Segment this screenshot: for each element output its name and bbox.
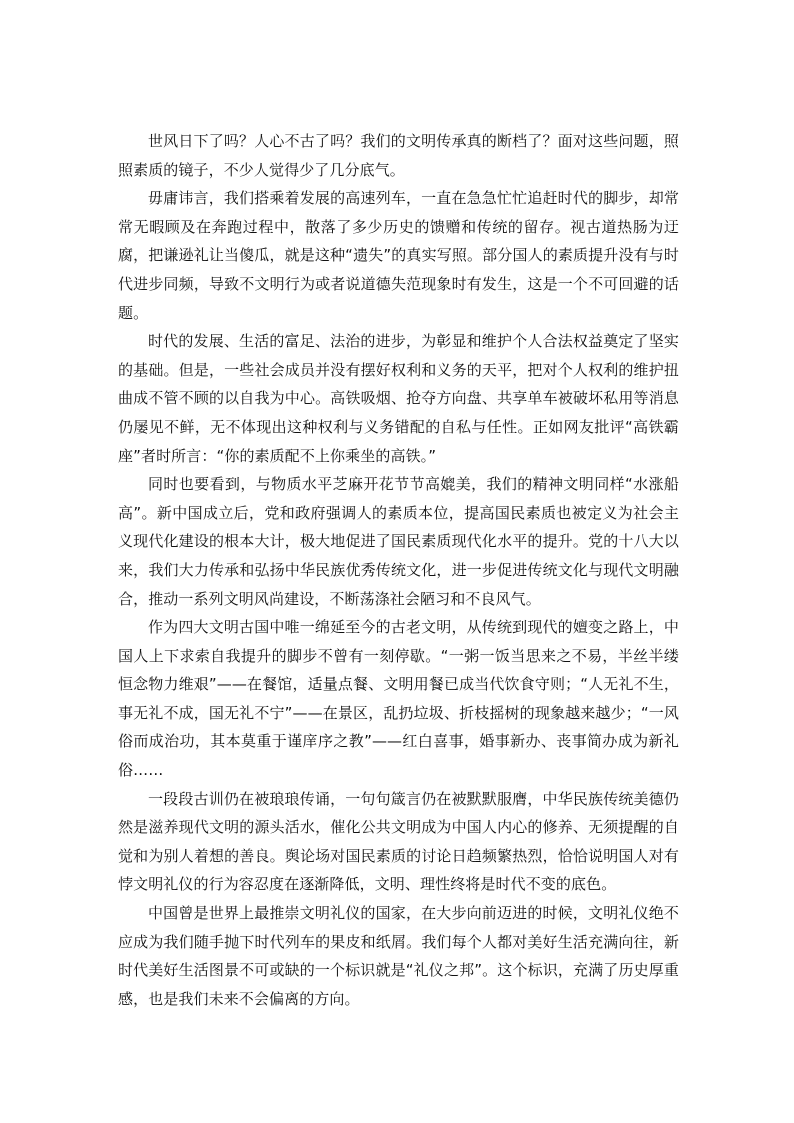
paragraph-3: 时代的发展、生活的富足、法治的进步，为彰显和维护个人合法权益奠定了坚实的基础。但是，一些社会成员并没有摆好权利和义务的天平，把对个人权利的维护扭曲成不管不顾的以自我为中心。高铁吸烟、抢夺方向盘、共享单车被破坏私用等消息仍屡见不鲜，无不体现出这种权利与义务错配的自私与任性。正如网友批评“高铁霸座”者时所言：“你的素质配不上你乘坐的高铁。” xyxy=(118,332,679,465)
paragraph-1: 世风日下了吗？人心不古了吗？我们的文明传承真的断档了？面对这些问题，照照素质的镜子，不少人觉得少了几分底气。 xyxy=(118,132,679,179)
paragraph-6: 一段段古训仍在被琅琅传诵，一句句箴言仍在被默默服膺，中华民族传统美德仍然是滋养现代文明的源头活水，催化公共文明成为中国人内心的修养、无须提醒的自觉和为别人着想的善良。舆论场对国民素质的讨论日趋频繁热烈，恰恰说明国人对有悖文明礼仪的行为容忍度在逐渐降低，文明、理性终将是时代不变的底色。 xyxy=(118,789,679,894)
paragraph-5: 作为四大文明古国中唯一绵延至今的古老文明，从传统到现代的嬗变之路上，中国人上下求索自我提升的脚步不曾有一刻停歇。“一粥一饭当思来之不易，半丝半缕恒念物力维艰”——在餐馆，适量点餐、文明用餐已成当代饮食守则；“人无礼不生，事无礼不成，国无礼不宁”——在景区，乱扔垃圾、折枝摇树的现象越来越少；“一风俗而成治功，其本莫重于谨庠序之教”——红白喜事，婚事新办、丧事简办成为新礼俗…… xyxy=(118,618,679,780)
article-body xyxy=(118,127,679,1013)
paragraph-4: 同时也要看到，与物质水平芝麻开花节节高媲美，我们的精神文明同样“水涨船高”。新中国成立后，党和政府强调人的素质本位，提高国民素质也被定义为社会主义现代化建设的根本大计，极大地促进了国民素质现代化水平的提升。党的十八大以来，我们大力传承和弘扬中华民族优秀传统文化，进一步促进传统文化与现代文明融合，推动一系列文明风尚建设，不断荡涤社会陋习和不良风气。 xyxy=(118,475,679,608)
paragraph-2: 毋庸讳言，我们搭乘着发展的高速列车，一直在急急忙忙追赶时代的脚步，却常常无暇顾及在奔跑过程中，散落了多少历史的馈赠和传统的留存。视古道热肠为迂腐，把谦逊礼让当傻瓜，就是这种“遗失”的真实写照。部分国人的素质提升没有与时代进步同频，导致不文明行为或者说道德失范现象时有发生，这是一个不可回避的话题。 xyxy=(118,189,679,322)
paragraph-7: 中国曾是世界上最推崇文明礼仪的国家，在大步向前迈进的时候，文明礼仪绝不应成为我们随手抛下时代列车的果皮和纸屑。我们每个人都对美好生活充满向往，新时代美好生活图景不可或缺的一个标识就是“礼仪之邦”。这个标识，充满了历史厚重感，也是我们未来不会偏离的方向。 xyxy=(118,904,679,1008)
